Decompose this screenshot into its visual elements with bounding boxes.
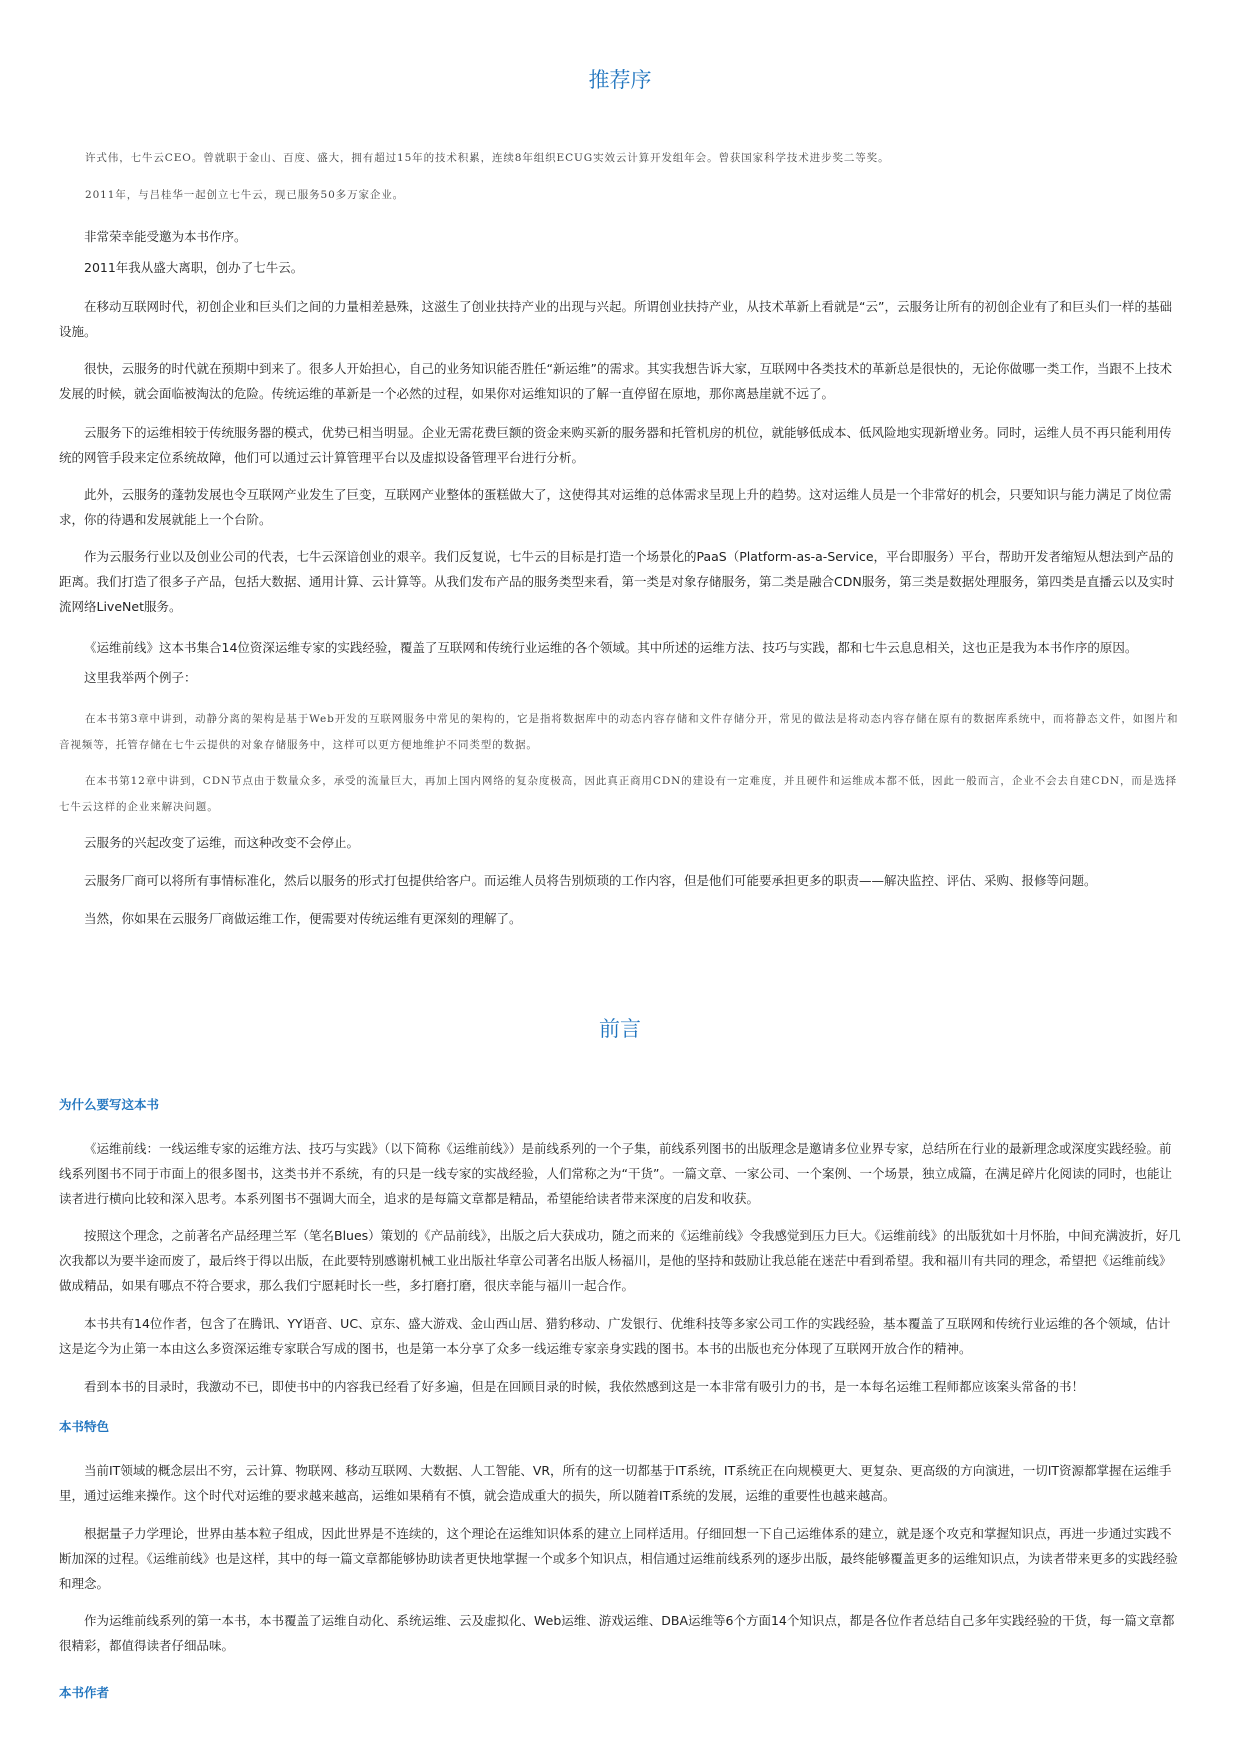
paragraph: 这里我举两个例子：: [84, 670, 197, 685]
author-bio: 2011年，与吕桂华一起创立七牛云，现已服务50多万家企业。: [85, 189, 405, 201]
paragraph: 此外，云服务的蓬勃发展也令互联网产业发生了巨变，互联网产业整体的蛋糕做大了，这使得其对运维的总体需求呈现上升的趋势。这对运维人员是一个非常好的机会，只要知识与能力满足了岗位需求，你的待遇和发展就能上一个台阶。: [59, 487, 1172, 527]
paragraph: 《运维前线：一线运维专家的运维方法、技巧与实践》（以下简称《运维前线》）是前线系列的一个子集，前线系列图书的出版理念是邀请多位业界专家，总结所在行业的最新理念或深度实践经验。前线系列图书不同于市面上的很多图书，这类书并不系统，有的只是一线专家的实战经验，人们常称之为“干货”。一篇文章、一家公司、一个案例、一个场景，独立成篇，在满足碎片化阅读的同时，也能让读者进行横向比较和深入思考。本系列图书不强调大而全，追求的是每篇文章都是精品，希望能给读者带来深度的启发和收获。: [59, 1141, 1172, 1206]
paragraph: 很快，云服务的时代就在预期中到来了。很多人开始担心，自己的业务知识能否胜任“新运维”的需求。其实我想告诉大家，互联网中各类技术的革新总是很快的，无论你做哪一类工作，当跟不上技术发展的时候，就会面临被淘汰的危险。传统运维的革新是一个必然的过程，如果你对运维知识的了解一直停留在原地，那你离悬崖就不远了。: [59, 361, 1172, 401]
paragraph: 当然，你如果在云服务厂商做运维工作，便需要对传统运维有更深刻的理解了。: [84, 911, 522, 926]
paragraph: 按照这个理念，之前著名产品经理兰军（笔名Blues）策划的《产品前线》，出版之后大获成功，随之而来的《运维前线》令我感觉到压力巨大。《运维前线》的出版犹如十月怀胎，中间充满波折，好几次我都以为要半途而废了，最后终于得以出版，在此要特别感谢机械工业出版社华章公司著名出版人杨福川，是他的坚持和鼓励让我总能在迷茫中看到希望。我和福川有共同的理念，希望把《运维前线》做成精品，如果有哪点不符合要求，那么我们宁愿耗时长一些，多打磨打磨，很庆幸能与福川一起合作。: [59, 1228, 1181, 1293]
section-heading-features: 本书特色: [59, 1419, 110, 1434]
paragraph: 作为云服务行业以及创业公司的代表，七牛云深谙创业的艰辛。我们反复说，七牛云的目标是打造一个场景化的PaaS（Platform-as-a-Service，平台即服务）平台，帮助开发者缩短从想法到产品的距离。我们打造了很多子产品，包括大数据、通用计算、云计算等。从我们发布产品的服务类型来看，第一类是对象存储服务，第二类是融合CDN服务，第三类是数据处理服务，第四类是直播云以及实时流网络LiveNet服务。: [59, 549, 1175, 614]
recommend-title: 推荐序: [588, 68, 652, 92]
author-bio: 许式伟，七牛云CEO。曾就职于金山、百度、盛大，拥有超过15年的技术积累，连续8年组织ECUG实效云计算开发组年会。曾获国家科学技术进步奖二等奖。: [85, 152, 890, 164]
paragraph: 当前IT领域的概念层出不穷，云计算、物联网、移动互联网、大数据、人工智能、VR，所有的这一切都基于IT系统，IT系统正在向规模更大、更复杂、更高级的方向演进，一切IT资源都掌握在运维手里，通过运维来操作。这个时代对运维的要求越来越高，运维如果稍有不慎，就会造成重大的损失，所以随着IT系统的发展，运维的重要性也越来越高。: [59, 1463, 1172, 1503]
preface-title: 前言: [599, 1017, 641, 1041]
paragraph: 《运维前线》这本书集合14位资深运维专家的实践经验，覆盖了互联网和传统行业运维的各个领域。其中所述的运维方法、技巧与实践，都和七牛云息息相关，这也正是我为本书作序的原因。: [84, 640, 1138, 655]
paragraph: 根据量子力学理论，世界由基本粒子组成，因此世界是不连续的，这个理论在运维知识体系的建立上同样适用。仔细回想一下自己运维体系的建立，就是逐个攻克和掌握知识点，再进一步通过实践不断加深的过程。《运维前线》也是这样，其中的每一篇文章都能够协助读者更快地掌握一个或多个知识点，相信通过运维前线系列的逐步出版，最终能够覆盖更多的运维知识点，为读者带来更多的实践经验和理念。: [59, 1526, 1178, 1591]
paragraph: 看到本书的目录时，我激动不已，即使书中的内容我已经看了好多遍，但是在回顾目录的时候，我依然感到这是一本非常有吸引力的书，是一本每名运维工程师都应该案头常备的书！: [84, 1379, 1085, 1394]
paragraph: 云服务下的运维相较于传统服务器的模式，优势已相当明显。企业无需花费巨额的资金来购买新的服务器和托管机房的机位，就能够低成本、低风险地实现新增业务。同时，运维人员不再只能利用传统的网管手段来定位系统故障，他们可以通过云计算管理平台以及虚拟设备管理平台进行分析。: [59, 425, 1172, 465]
paragraph: 本书共有14位作者，包含了在腾讯、YY语音、UC、京东、盛大游戏、金山西山居、猎豹移动、广发银行、优维科技等多家公司工作的实践经验，基本覆盖了互联网和传统行业运维的各个领域，估计这是迄今为止第一本由这么多资深运维专家联合写成的图书，也是第一本分享了众多一线运维专家亲身实践的图书。本书的出版也充分体现了互联网开放合作的精神。: [59, 1316, 1171, 1356]
section-heading-why: 为什么要写这本书: [59, 1097, 160, 1112]
paragraph: 非常荣幸能受邀为本书作序。: [84, 229, 247, 244]
example-quote: 在本书第3章中讲到，动静分离的架构是基于Web开发的互联网服务中常见的架构的，它是指将数据库中的动态内容存储和文件存储分开，常见的做法是将动态内容存储在原有的数据库系统中，而将静态文件，如图片和音视频等，托管存储在七牛云提供的对象存储服务中，这样可以更方便地维护不同类型的数据。: [59, 713, 1179, 751]
paragraph: 云服务厂商可以将所有事情标准化，然后以服务的形式打包提供给客户。而运维人员将告别烦琐的工作内容，但是他们可能要承担更多的职责——解决监控、评估、采购、报修等问题。: [84, 873, 1097, 888]
paragraph: 在移动互联网时代，初创企业和巨头们之间的力量相差悬殊，这滋生了创业扶持产业的出现与兴起。所谓创业扶持产业，从技术革新上看就是“云”，云服务让所有的初创企业有了和巨头们一样的基础设施。: [59, 299, 1172, 339]
paragraph: 云服务的兴起改变了运维，而这种改变不会停止。: [84, 835, 360, 850]
example-quote: 在本书第12章中讲到，CDN节点由于数量众多，承受的流量巨大，再加上国内网络的复杂度极高，因此真正商用CDN的建设有一定难度，并且硬件和运维成本都不低，因此一般而言，企业不会去自建CDN，而是选择七牛云这样的企业来解决问题。: [59, 775, 1177, 813]
paragraph: 2011年我从盛大离职，创办了七牛云。: [84, 260, 304, 275]
paragraph: 作为运维前线系列的第一本书，本书覆盖了运维自动化、系统运维、云及虚拟化、Web运维、游戏运维、DBA运维等6个方面14个知识点，都是各位作者总结自己多年实践经验的干货，每一篇文章都很精彩，都值得读者仔细品味。: [59, 1613, 1175, 1653]
section-heading-authors: 本书作者: [59, 1685, 110, 1700]
